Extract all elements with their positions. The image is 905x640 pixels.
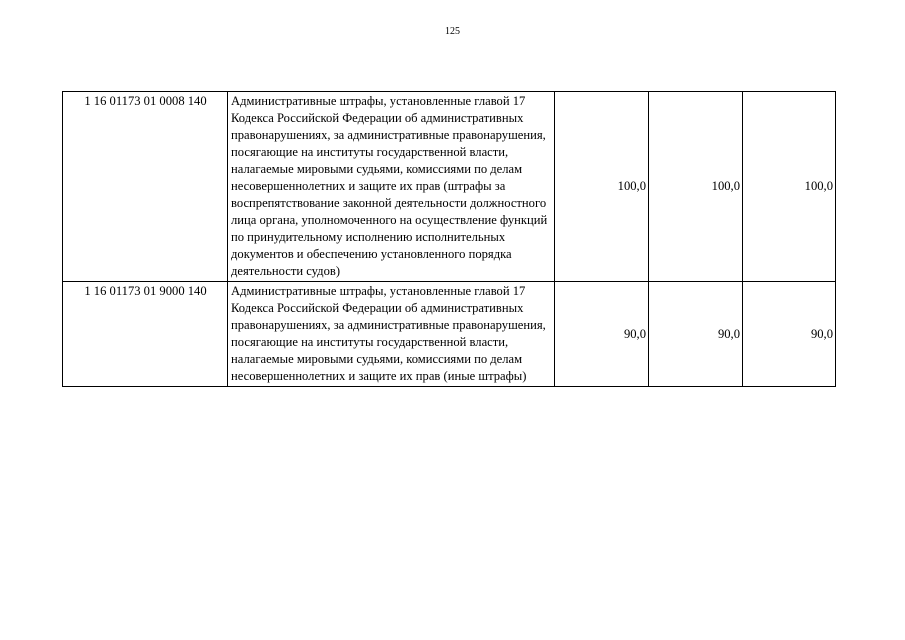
- value-year-3: 90,0: [743, 282, 836, 387]
- value-year-3: 100,0: [743, 92, 836, 282]
- budget-code: 1 16 01173 01 0008 140: [63, 92, 228, 282]
- revenue-description: Административные штрафы, установленные главой 17 Кодекса Российской Федерации об административных правонарушениях, за административные правонарушения, посягающие на институты государственной власти, налагаемые мировыми судьями, комиссиями по делам несовершеннолетних и защите их прав (иные штрафы): [228, 282, 555, 387]
- revenue-description: Административные штрафы, установленные главой 17 Кодекса Российской Федерации об административных правонарушениях, за административные правонарушения, посягающие на институты государственной власти, налагаемые мировыми судьями, комиссиями по делам несовершеннолетних и защите их прав (штрафы за воспрепятствование законной деятельности должностного лица органа, уполномоченного на осуществление функций по принудительному исполнению исполнительных документов и обеспечению установленного порядка деятельности судов): [228, 92, 555, 282]
- table-row: [63, 92, 836, 282]
- budget-code: 1 16 01173 01 9000 140: [63, 282, 228, 387]
- page-number: 125: [445, 26, 460, 37]
- table-row: [63, 282, 836, 387]
- value-year-1: 90,0: [555, 282, 649, 387]
- value-year-2: 90,0: [649, 282, 743, 387]
- revenue-table: [62, 91, 836, 387]
- value-year-2: 100,0: [649, 92, 743, 282]
- value-year-1: 100,0: [555, 92, 649, 282]
